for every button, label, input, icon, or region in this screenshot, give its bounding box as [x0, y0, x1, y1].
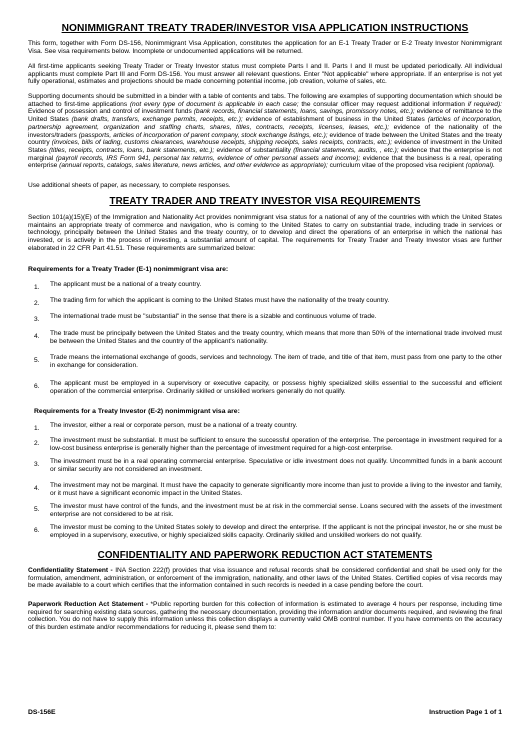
list-number: 4.	[34, 333, 40, 340]
list-text: The international trade must be "substantial" in the sense that there is a sizable and continuous volume of trade.	[50, 313, 377, 320]
page-title: NONIMMIGRANT TREATY TRADER/INVESTOR VISA APPLICATION INSTRUCTIONS	[61, 23, 469, 34]
section-heading-confidentiality: CONFIDENTIALITY AND PAPERWORK REDUCTION ACT STATEMENTS	[97, 550, 433, 561]
list-number: 4.	[34, 485, 40, 492]
paperwork-reduction-statement: Paperwork Reduction Act Statement - *Public reporting burden for this collection of information is estimated to average 4 hours per response, including time required for searching existing data sources, gathering the necessary documentation, providing the information and/or documents required, and reviewing the final collection. You do not have to supply this information unless this collection displays a currently valid OMB control number. If you have comments on the accuracy of this burden estimate and/or recommendations for reducing it, please send them to:	[28, 601, 502, 632]
list-text: The applicant must be employed in a supervisory or executive capacity, or possess highly specialized skills essential to the successful and efficient operation of the commercial enterprise. Ordinarily skilled or unskilled workers generally do not qualify.	[50, 380, 502, 395]
paperwork-reduction-label: Paperwork Reduction Act Statement -	[28, 601, 149, 608]
list-number: 3.	[34, 461, 40, 468]
form-id: DS-156E	[28, 709, 56, 716]
intro-paragraph-4: Use additional sheets of paper, as necessary, to complete responses.	[28, 182, 231, 189]
list-text: The investment must be substantial. It must be sufficient to ensure the successful operation of the enterprise. The percentage in investment required for a low-cost business enterprise is generally higher than the percentage of investment required for a high-cost enterprise.	[50, 437, 502, 452]
list-number: 6.	[34, 383, 40, 390]
confidentiality-label: Confidentiality Statement -	[28, 567, 113, 574]
list-text: The investor, either a real or corporate person, must be a national of a treaty country.	[50, 422, 298, 429]
list-text: The investment must be in a real operating commercial enterprise. Speculative or idle investment does not qualify. Uncommitted funds in a bank account or similar security are not considered an investment.	[50, 458, 502, 473]
section-heading-requirements: TREATY TRADER AND TREATY INVESTOR VISA REQUIREMENTS	[109, 196, 421, 207]
intro-paragraph-2: All first-time applicants seeking Treaty Trader or Treaty Investor status must complete Parts I and II. Parts I and II must be updated periodically. All individual applicants must complete Part III and Form DS-156. You must answer all relevant questions. Enter "Not applicable" where appropriate. If an enterprise is not yet fully operational, estimates and projections should be made concerning potential income, job creation, volume of sales, etc.	[28, 63, 502, 86]
list-text: The trading firm for which the applicant is coming to the United States must have the nationality of the treaty country.	[50, 297, 390, 304]
list-text: The applicant must be a national of a treaty country.	[50, 281, 202, 288]
list-text: The investor must be coming to the United States solely to develop and direct the enterprise. If the applicant is not the principal investor, he or she must be employed in a supervisory, executive, or highly specialized skills capacity. Ordinarily skilled and unskilled workers do not qualify.	[50, 524, 502, 539]
list-text: Trade means the international exchange of goods, services and technology. The item of trade, and title of that item, must pass from one party to the other in exchange for consideration.	[50, 354, 502, 369]
list-text: The trade must be principally between the United States and the treaty country, which means that more than 50% of the international trade involved must be between the United States and the country of the applicant's nationality.	[50, 330, 502, 345]
list-number: 2.	[34, 300, 40, 307]
intro-paragraph-3: Supporting documents should be submitted in a binder with a table of contents and tabs. The following are examples of supporting documentation which should be attached to first-time applications (not every type of document is applicable in each case; the consular officer may request additional information if required): Evidence of possession and control of investment funds (bank records, financial statements, loans, savings, promissory notes, etc.); evidence of remittance to the United States (bank drafts, transfers, exchange permits, receipts, etc.); evidence of establishment of business in the United States (articles of incorporation, partnership agreement, organization and staffing charts, shares, titles, contracts, receipts, licenses, leases, etc.); evidence of the nationality of the investors/traders (passports, articles of incorporation of parent company, stock exchange listings, etc.); evidence of trade between the United States and the treaty country (invoices, bills of lading, customs clearances, warehouse receipts, shipping receipts, sales receipts, contracts, etc.); evidence of investment in the United States (titles, receipts, contracts, loans, bank statements, etc.); evidence of substantiality (financial statements, audits, , etc.); evidence that the enterprise is not marginal (payroll records, IRS Form 941, personal tax returns, evidence of other personal assets and income); evidence that the business is a real, operating enterprise (annual reports, catalogs, sales literature, news articles, and other evidence as appropriate); curriculum vitae of the proposed visa recipient (optional).	[28, 93, 503, 170]
list-text: The investor must have control of the funds, and the investment must be at risk in the commercial sense. Loans secured with the assets of the investment enterprise are not considered to be at risk.	[50, 503, 502, 518]
list-number: 3.	[34, 316, 40, 323]
page-number: Instruction Page 1 of 1	[429, 709, 502, 716]
intro-paragraph-1: This form, together with Form DS-156, Nonimmigrant Visa Application, constitutes the application for an E-1 Treaty Trader or E-2 Treaty Investor Nonimmigrant Visa. See visa requirements below. Incomplete or undocumented applications will be returned.	[28, 40, 502, 55]
confidentiality-statement: Confidentiality Statement - INA Section 222(f) provides that visa issuance and refusal records shall be considered confidential and shall be used only for the formulation, amendment, administration, or enforcement of the immigration, nationality, and other laws of the United States. Certified copies of visa records may be made available to a court which certifies that the information contained in such records is needed in a case pending before the court.	[28, 567, 502, 590]
list-text: The investment may not be marginal. It must have the capacity to generate significantly more income than just to provide a living to the investor and family, or it must have a significant economic impact in the United States.	[50, 482, 502, 497]
list-number: 6.	[34, 527, 40, 534]
list-number: 1.	[34, 425, 40, 432]
trader-requirements-heading: Requirements for a Treaty Trader (E-1) nonimmigrant visa are:	[28, 266, 229, 273]
investor-requirements-heading: Requirements for a Treaty Investor (E-2) nonimmigrant visa are:	[34, 408, 240, 415]
requirements-intro-paragraph: Section 101(a)(15)(E) of the Immigration and Nationality Act provides nonimmigrant visa status for a national of any of the countries with which the United States maintains an appropriate treaty of commerce and navigation, who is coming to the United States to carry on substantial trade, including trade in services or technology, principally between the United States and the treaty country, or to develop and direct the operations of an enterprise in which the national has invested, or is actively in the process of investing, a substantial amount of capital. The requirements for Treaty Trader and Treaty Investor visas are further elaborated in 22 CFR Part 41.51. These requirements are summarized below:	[28, 214, 502, 252]
list-number: 1.	[34, 284, 40, 291]
list-number: 5.	[34, 357, 40, 364]
list-number: 2.	[34, 440, 40, 447]
list-number: 5.	[34, 506, 40, 513]
